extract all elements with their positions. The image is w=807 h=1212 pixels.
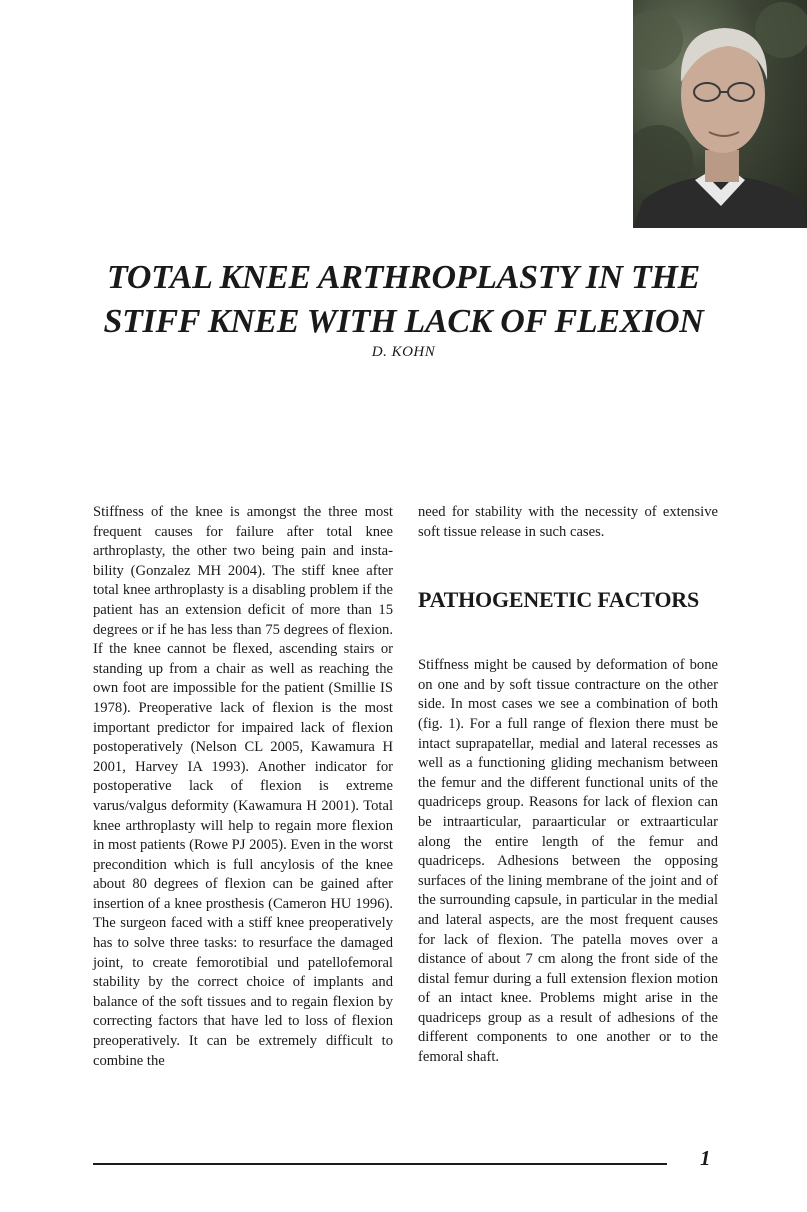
author-name: D. KOHN xyxy=(371,344,436,360)
section-heading: PATHOGENETIC FACTORS xyxy=(418,587,700,613)
author-portrait xyxy=(633,0,807,228)
right-column-body-paragraph: Stiffness might be caused by deformation of bone on one and by soft tissue contracture on the other side. In most cases we see a combination of both (fig. 1). For a full range of flexion there must be intact suprapatellar, medial and lateral recesses as well as a functioning gliding mechanism between the femur and the different functional units of the quadriceps group. Reasons for lack of flexion can be intraarticular, paraarticular or extraarticular along the entire length of the femur and quadriceps. Adhesions between the opposing surfaces of the lining membrane of the joint and of the surrounding capsule, in particular in the medial and lateral aspects, are the most frequent causes for lack of flexion. The patella moves over a distance of about 7 cm along the front side of the distal femur during a full extension flexion motion of an intact knee. Problems might arise in the quadriceps group as a result of adhesions of the different components to one another or to the femoral shaft. xyxy=(418,657,718,1066)
page-number: 1 xyxy=(700,1146,711,1170)
left-column-paragraph: Stiffness of the knee is amongst the three most frequent causes for failure after total knee arthroplasty, the other two being pain and instability (Gonzalez MH 2004). The stiff knee after total knee arthroplasty is a disabling problem if the patient has an extension deficit of more than 15 degrees or if he has less than 75 degrees of flexion. If the knee cannot be flexed, ascending stairs or standing up from a chair as well as reaching the own foot are impossible for the patient (Smillie IS 1978). Preoperative lack of flexion is the most important predictor for impaired lack of flexion postoperatively (Nelson CL 2005, Kawamura H 2001, Harvey IA 1993). Another indicator for postoperative lack of flexion is extreme varus/valgus deformity (Kawamura H 2001). Total knee arthroplasty will help to regain more flexion in most patients (Rowe PJ 2005). Even in the worst precondition which is full ancylosis of the knee about 80 degrees of flexion can be gained after insertion of a knee prosthesis (Cameron HU 1996). The surgeon faced with a stiff knee preoperatively has to solve three tasks: to resurface the damaged joint, to create femorotibial und patellofemoral stability by the correct choice of implants and balance of the soft tissues and to regain flexion by correcting factors that have led to loss of flexion preoperatively. It can be extremely difficult to combine the xyxy=(93,504,393,1069)
right-column xyxy=(418,503,718,1068)
left-column xyxy=(93,503,393,1071)
title-line-1: TOTAL KNEE ARTHROPLASTY IN THE xyxy=(107,259,700,296)
right-column-intro-paragraph: need for stability with the necessity of extensive soft tissue release in such cases. xyxy=(418,504,718,540)
article-title xyxy=(0,256,807,344)
footer-rule xyxy=(93,1163,667,1165)
title-line-2: STIFF KNEE WITH LACK OF FLEXION xyxy=(103,303,704,340)
